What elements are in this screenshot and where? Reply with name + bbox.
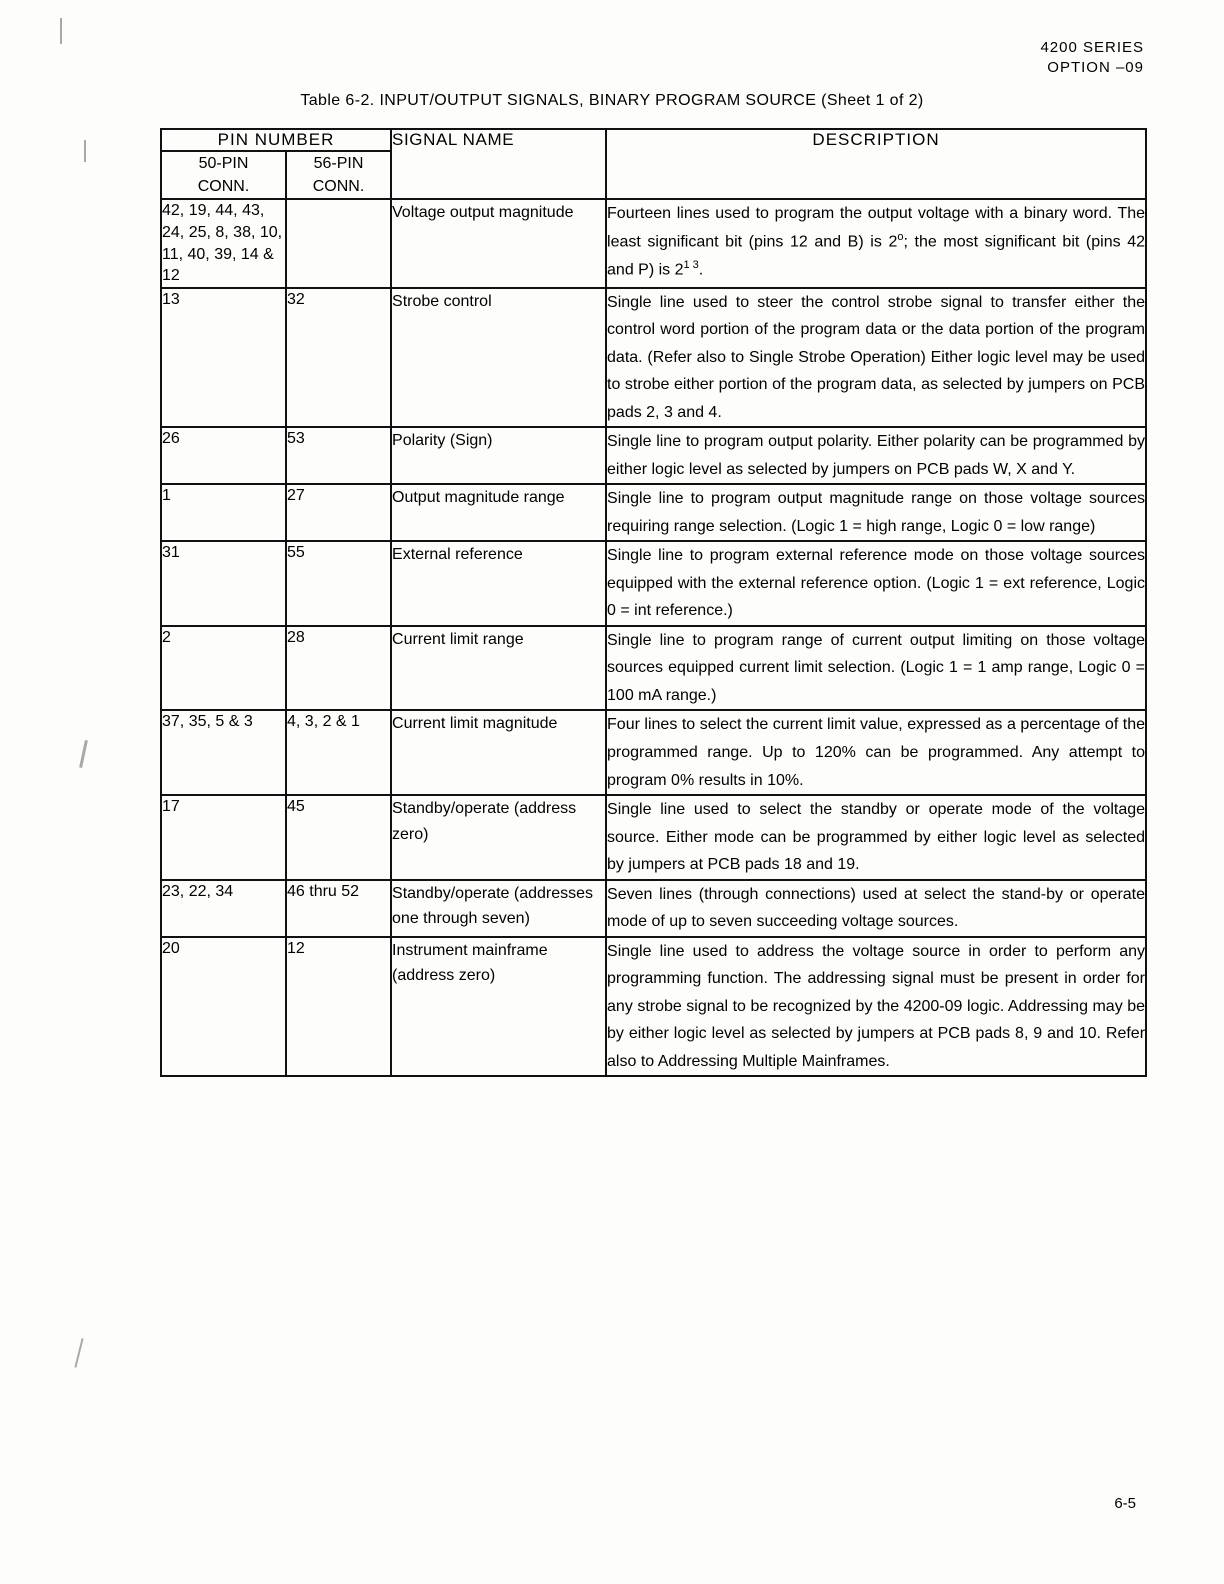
header-pin-number: PIN NUMBER xyxy=(161,129,391,151)
cell-signal-name: Strobe control xyxy=(391,288,606,428)
header-pin-56 xyxy=(286,151,391,199)
cell-signal-name: Polarity (Sign) xyxy=(391,427,606,484)
cell-pin-56: 46 thru 52 xyxy=(286,880,391,937)
header-pin-56-line1: 56-PIN xyxy=(313,155,364,172)
cell-description: Single line to program range of current output limiting on those voltage sources equipped current limit selection. (Logic 1 = 1 amp range, Logic 0 = 100 mA range.) xyxy=(606,626,1146,711)
table-row xyxy=(161,541,1146,626)
description-text-pre: Fourteen lines used to program the output voltage with a binary word. The least significant bit (pins 12 and B) is 2 xyxy=(607,205,1146,251)
cell-signal-name: Instrument mainframe (address zero) xyxy=(391,937,606,1077)
scan-edge-mark xyxy=(84,140,86,162)
cell-signal-name: External reference xyxy=(391,541,606,626)
header-description: DESCRIPTION xyxy=(606,129,1146,199)
cell-signal-name: Standby/operate (addresses one through seven) xyxy=(391,880,606,937)
cell-description: Seven lines (through connections) used at select the stand-by or operate mode of up to seven succeeding voltage sources. xyxy=(606,880,1146,937)
table-row xyxy=(161,427,1146,484)
cell-pin-50: 37, 35, 5 & 3 xyxy=(161,710,286,795)
table-caption: Table 6-2. INPUT/OUTPUT SIGNALS, BINARY PROGRAM SOURCE (Sheet 1 of 2) xyxy=(300,92,924,109)
table-row xyxy=(161,288,1146,428)
cell-signal-name: Output magnitude range xyxy=(391,484,606,541)
table-row xyxy=(161,937,1146,1077)
cell-description: Four lines to select the current limit value, expressed as a percentage of the programmed range. Up to 120% can be programmed. Any attempt to program 0% results in 10%. xyxy=(606,710,1146,795)
scan-edge-mark xyxy=(74,1338,83,1368)
header-pin-50-line2: CONN. xyxy=(197,178,250,196)
cell-pin-50: 26 xyxy=(161,427,286,484)
cell-pin-56: 55 xyxy=(286,541,391,626)
table-header-row-1 xyxy=(161,129,1146,151)
cell-signal-name: Current limit range xyxy=(391,626,606,711)
header-pin-56-line2: CONN. xyxy=(312,178,365,196)
cell-pin-50: 17 xyxy=(161,795,286,880)
cell-pin-50: 31 xyxy=(161,541,286,626)
description-exponent-2: 1 3 xyxy=(683,258,699,271)
table-row xyxy=(161,199,1146,287)
cell-pin-50: 13 xyxy=(161,288,286,428)
header-pin-50 xyxy=(161,151,286,199)
cell-signal-name: Voltage output magnitude xyxy=(391,199,606,287)
table-row xyxy=(161,484,1146,541)
signals-table xyxy=(160,128,1147,1077)
cell-description: Single line to program output magnitude range on those voltage sources requiring range selection. (Logic 1 = high range, Logic 0 = low range) xyxy=(606,484,1146,541)
description-text-post: . xyxy=(698,261,704,279)
cell-pin-56: 53 xyxy=(286,427,391,484)
cell-pin-56: 32 xyxy=(286,288,391,428)
table-row xyxy=(161,626,1146,711)
scan-edge-mark xyxy=(79,740,88,768)
cell-pin-50: 2 xyxy=(161,626,286,711)
cell-pin-50: 1 xyxy=(161,484,286,541)
cell-pin-56: 4, 3, 2 & 1 xyxy=(286,710,391,795)
table-row xyxy=(161,795,1146,880)
cell-pin-56: 45 xyxy=(286,795,391,880)
table-row xyxy=(161,880,1146,937)
cell-description: Single line to program external reference mode on those voltage sources equipped with the external reference option. (Logic 1 = ext reference, Logic 0 = int reference.) xyxy=(606,541,1146,626)
page-number: 6-5 xyxy=(1114,1495,1136,1512)
cell-description: Single line used to steer the control strobe signal to transfer either the control word portion of the program data or the data portion of the program data. (Refer also to Single Strobe Operation) Either logic level may be used to strobe either portion of the program data, as selected by jumpers on PCB pads 2, 3 and 4. xyxy=(606,288,1146,428)
scan-edge-mark xyxy=(60,18,62,44)
cell-description: Single line used to address the voltage source in order to perform any programming function. The addressing signal must be present in order for any strobe signal to be recognized by the 4200-09 logic. Addressing may be by either logic level as selected by jumpers at PCB pads 8, 9 and 10. Refer also to Addressing Multiple Mainframes. xyxy=(606,937,1146,1077)
header-series: 4200 SERIES xyxy=(1040,39,1144,56)
document-header xyxy=(1040,38,1144,79)
description-exponent-1: o xyxy=(897,230,904,243)
cell-signal-name: Standby/operate (address zero) xyxy=(391,795,606,880)
cell-description: Single line used to select the standby or operate mode of the voltage source. Either mode can be programmed by either logic level as selected by jumpers at PCB pads 18 and 19. xyxy=(606,795,1146,880)
cell-description: Single line to program output polarity. Either polarity can be programmed by either logic level as selected by jumpers on PCB pads W, X and Y. xyxy=(606,427,1146,484)
cell-pin-56: 12 xyxy=(286,937,391,1077)
signals-table-wrap xyxy=(160,128,1145,1077)
header-signal-name: SIGNAL NAME xyxy=(391,129,606,199)
cell-pin-56 xyxy=(286,199,391,287)
header-pin-50-line1: 50-PIN xyxy=(198,155,249,172)
header-option: OPTION –09 xyxy=(1047,59,1144,77)
cell-signal-name: Current limit magnitude xyxy=(391,710,606,795)
cell-pin-56: 27 xyxy=(286,484,391,541)
cell-pin-50: 20 xyxy=(161,937,286,1077)
cell-pin-50: 23, 22, 34 xyxy=(161,880,286,937)
cell-pin-56: 28 xyxy=(286,626,391,711)
table-row xyxy=(161,710,1146,795)
cell-description xyxy=(606,199,1146,287)
cell-pin-50: 42, 19, 44, 43, 24, 25, 8, 38, 10, 11, 40, 39, 14 & 12 xyxy=(161,199,286,287)
description-text-mid: ; the most significant bit (pins 42 and P) is 2 xyxy=(607,233,1146,279)
